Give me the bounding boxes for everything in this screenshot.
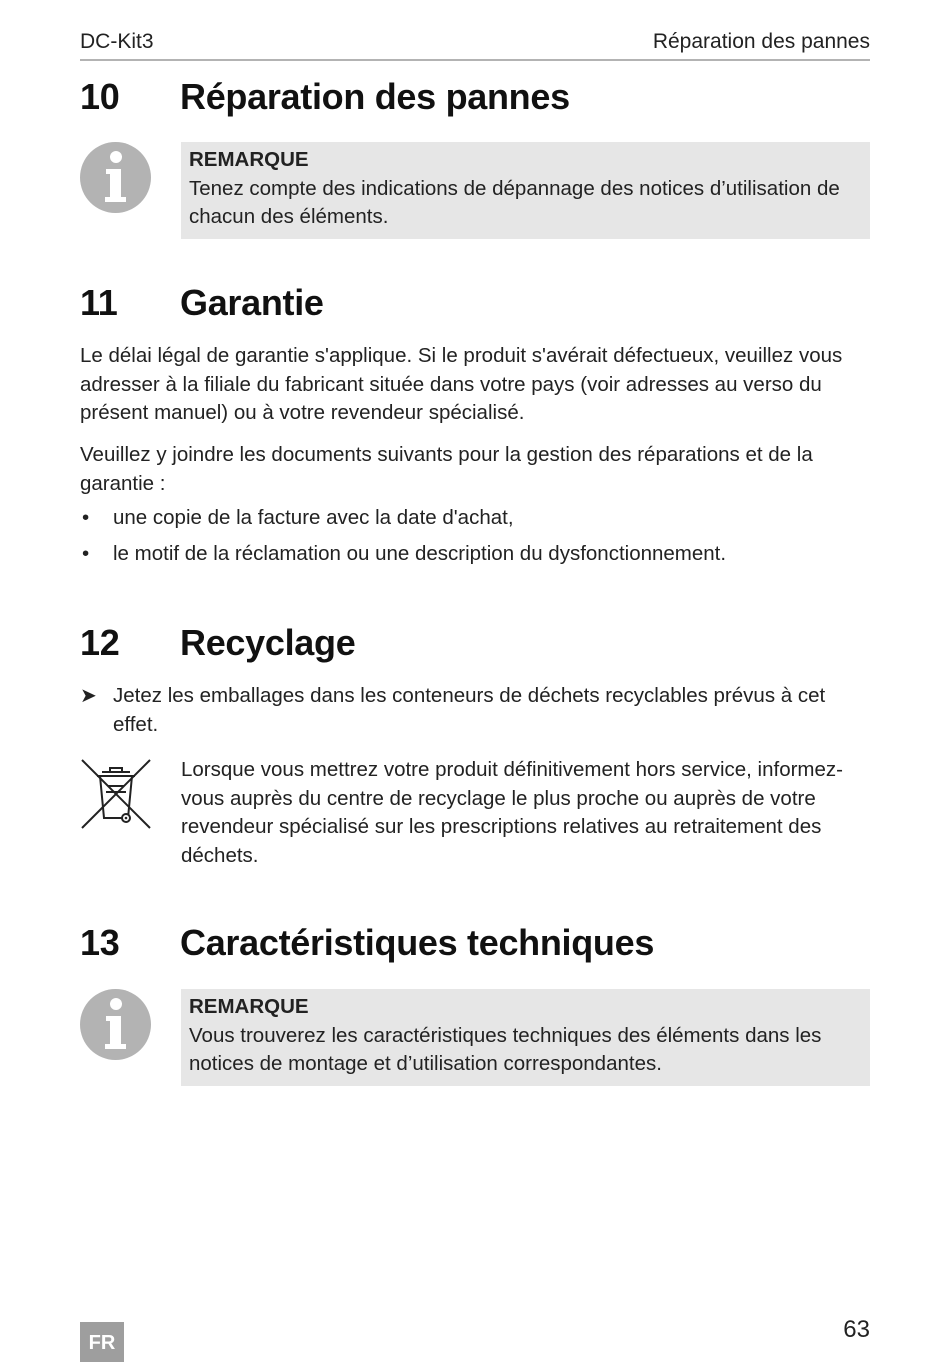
bullet-symbol: • — [82, 506, 90, 529]
header-chapter-title: Réparation des pannes — [652, 30, 870, 53]
note-box — [181, 989, 870, 1086]
note-box — [181, 142, 870, 239]
list-item-text: une copie de la facture avec la date d'achat, — [113, 506, 514, 529]
section-title: Caractéristiques techniques — [180, 922, 655, 963]
section-number: 12 — [80, 622, 120, 663]
note-text: Vous trouverez les caractéristiques techniques des éléments dans les notices de montage et d’utilisation correspondantes. — [189, 1023, 822, 1075]
section-number: 11 — [80, 282, 118, 323]
list-item-text: le motif de la réclamation ou une description du dysfonctionnement. — [113, 542, 727, 565]
paragraph-warranty: Le délai légal de garantie s'applique. Si le produit s'avérait défectueux, veuillez vous adresser à la filiale du fabricant située dans votre pays (voir adresses au verso du présent manuel) ou à votre revendeur spécialisé. — [80, 344, 843, 424]
arrow-icon: ➤ — [80, 685, 97, 707]
page-number: 63 — [843, 1316, 870, 1343]
note-label: REMARQUE — [189, 995, 309, 1018]
section-title: Recyclage — [180, 622, 356, 663]
language-tab: FR — [80, 1322, 124, 1362]
note-label: REMARQUE — [189, 148, 309, 171]
header-product-name: DC-Kit3 — [80, 30, 154, 53]
note-text: Tenez compte des indications de dépannage des notices d’utilisation de chacun des éléments. — [189, 176, 840, 228]
info-icon — [80, 142, 151, 213]
bullet-symbol: • — [82, 542, 90, 565]
section-number: 10 — [80, 76, 120, 117]
page-header — [80, 28, 870, 61]
section-title: Réparation des pannes — [180, 76, 570, 117]
paragraph-documents: Veuillez y joindre les documents suivants pour la gestion des réparations et de la garantie : — [80, 443, 813, 495]
disposal-instructions: Lorsque vous mettrez votre produit définitivement hors service, informez-vous auprès du centre de recyclage le plus proche ou auprès de votre revendeur spécialisé sur les prescriptions relatives au retraitement des déchets. — [181, 758, 843, 867]
instruction-text: Jetez les emballages dans les conteneurs de déchets recyclables prévus à cet effet. — [113, 684, 826, 736]
info-icon — [80, 989, 151, 1060]
section-number: 13 — [80, 922, 120, 963]
crossed-out-wheelie-bin-icon — [80, 758, 152, 830]
section-title: Garantie — [180, 282, 324, 323]
